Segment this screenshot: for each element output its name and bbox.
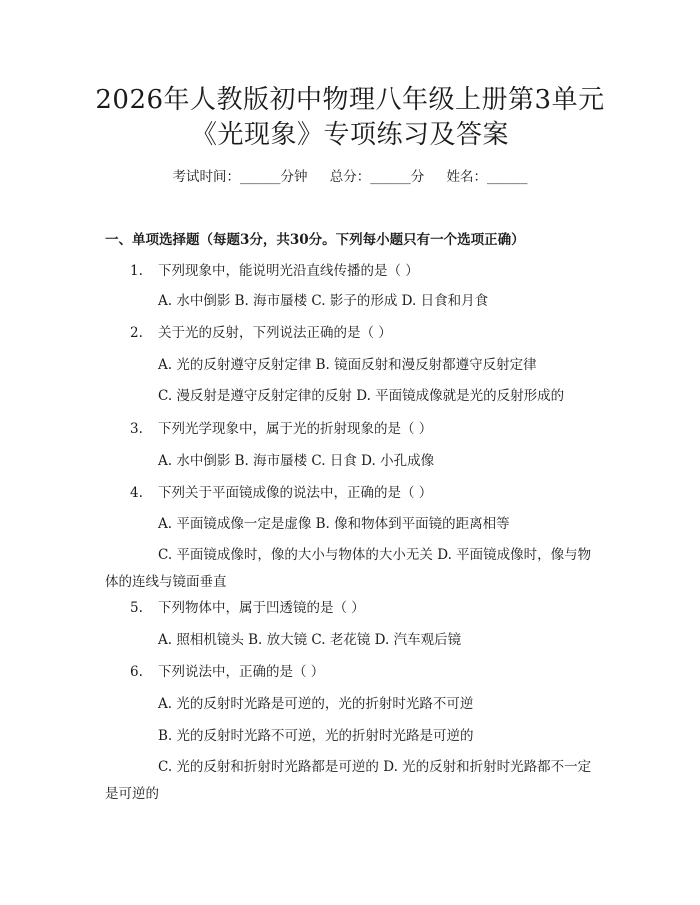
question-5 <box>130 598 365 618</box>
question-text: 下列关于平面镜成像的说法中，正确的是（ ） <box>158 485 433 501</box>
exam-score: 总分：______分 <box>329 169 425 185</box>
exam-time: 考试时间：______分钟 <box>172 169 308 185</box>
question-number: 5. <box>130 600 143 616</box>
exam-name: 姓名：______ <box>446 169 528 185</box>
question-4-options-cd: C. 平面镜成像时，像的大小与物体的大小无关 D. 平面镜成像时，像与物体的连线与镜面垂直 <box>105 547 592 590</box>
question-1 <box>130 261 419 281</box>
question-number: 6. <box>130 664 143 680</box>
doc-title-line1: 2026年人教版初中物理八年级上册第3单元 <box>95 85 605 115</box>
question-5-options: A. 照相机镜头 B. 放大镜 C. 老花镜 D. 汽车观后镜 <box>158 632 462 648</box>
question-number: 2. <box>130 325 143 341</box>
question-6 <box>130 662 324 682</box>
question-3 <box>130 419 432 439</box>
question-text: 下列现象中，能说明光沿直线传播的是（ ） <box>158 263 419 279</box>
question-2-options-ab: A. 光的反射遵守反射定律 B. 镜面反射和漫反射都遵守反射定律 <box>158 357 537 373</box>
exam-meta <box>0 167 700 187</box>
question-1-options: A. 水中倒影 B. 海市蜃楼 C. 影子的形成 D. 日食和月食 <box>158 293 489 309</box>
question-text: 下列说法中，正确的是（ ） <box>158 664 325 680</box>
question-6-option-a: A. 光的反射时光路是可逆的，光的折射时光路不可逆 <box>158 696 474 712</box>
question-text: 下列物体中，属于凹透镜的是（ ） <box>158 600 365 616</box>
question-6-options-cd: C. 光的反射和折射时光路都是可逆的 D. 光的反射和折射时光路都不一定是可逆的 <box>105 759 592 802</box>
section-heading: 一、单项选择题（每题3分，共30分。下列每小题只有一个选项正确） <box>105 232 525 248</box>
question-text: 下列光学现象中，属于光的折射现象的是（ ） <box>158 421 433 437</box>
question-4-options-ab: A. 平面镜成像一定是虚像 B. 像和物体到平面镜的距离相等 <box>158 516 510 532</box>
doc-title-line2: 《光现象》专项练习及答案 <box>190 120 509 150</box>
question-text: 关于光的反射，下列说法正确的是（ ） <box>158 325 392 341</box>
question-4 <box>130 483 432 503</box>
question-6-option-b: B. 光的反射时光路不可逆，光的折射时光路是可逆的 <box>158 728 474 744</box>
question-number: 4. <box>130 485 143 501</box>
question-number: 1. <box>130 263 143 279</box>
question-2 <box>130 323 392 343</box>
question-number: 3. <box>130 421 143 437</box>
question-3-options: A. 水中倒影 B. 海市蜃楼 C. 日食 D. 小孔成像 <box>158 453 435 469</box>
question-2-options-cd: C. 漫反射是遵守反射定律的反射 D. 平面镜成像就是光的反射形成的 <box>158 388 565 404</box>
